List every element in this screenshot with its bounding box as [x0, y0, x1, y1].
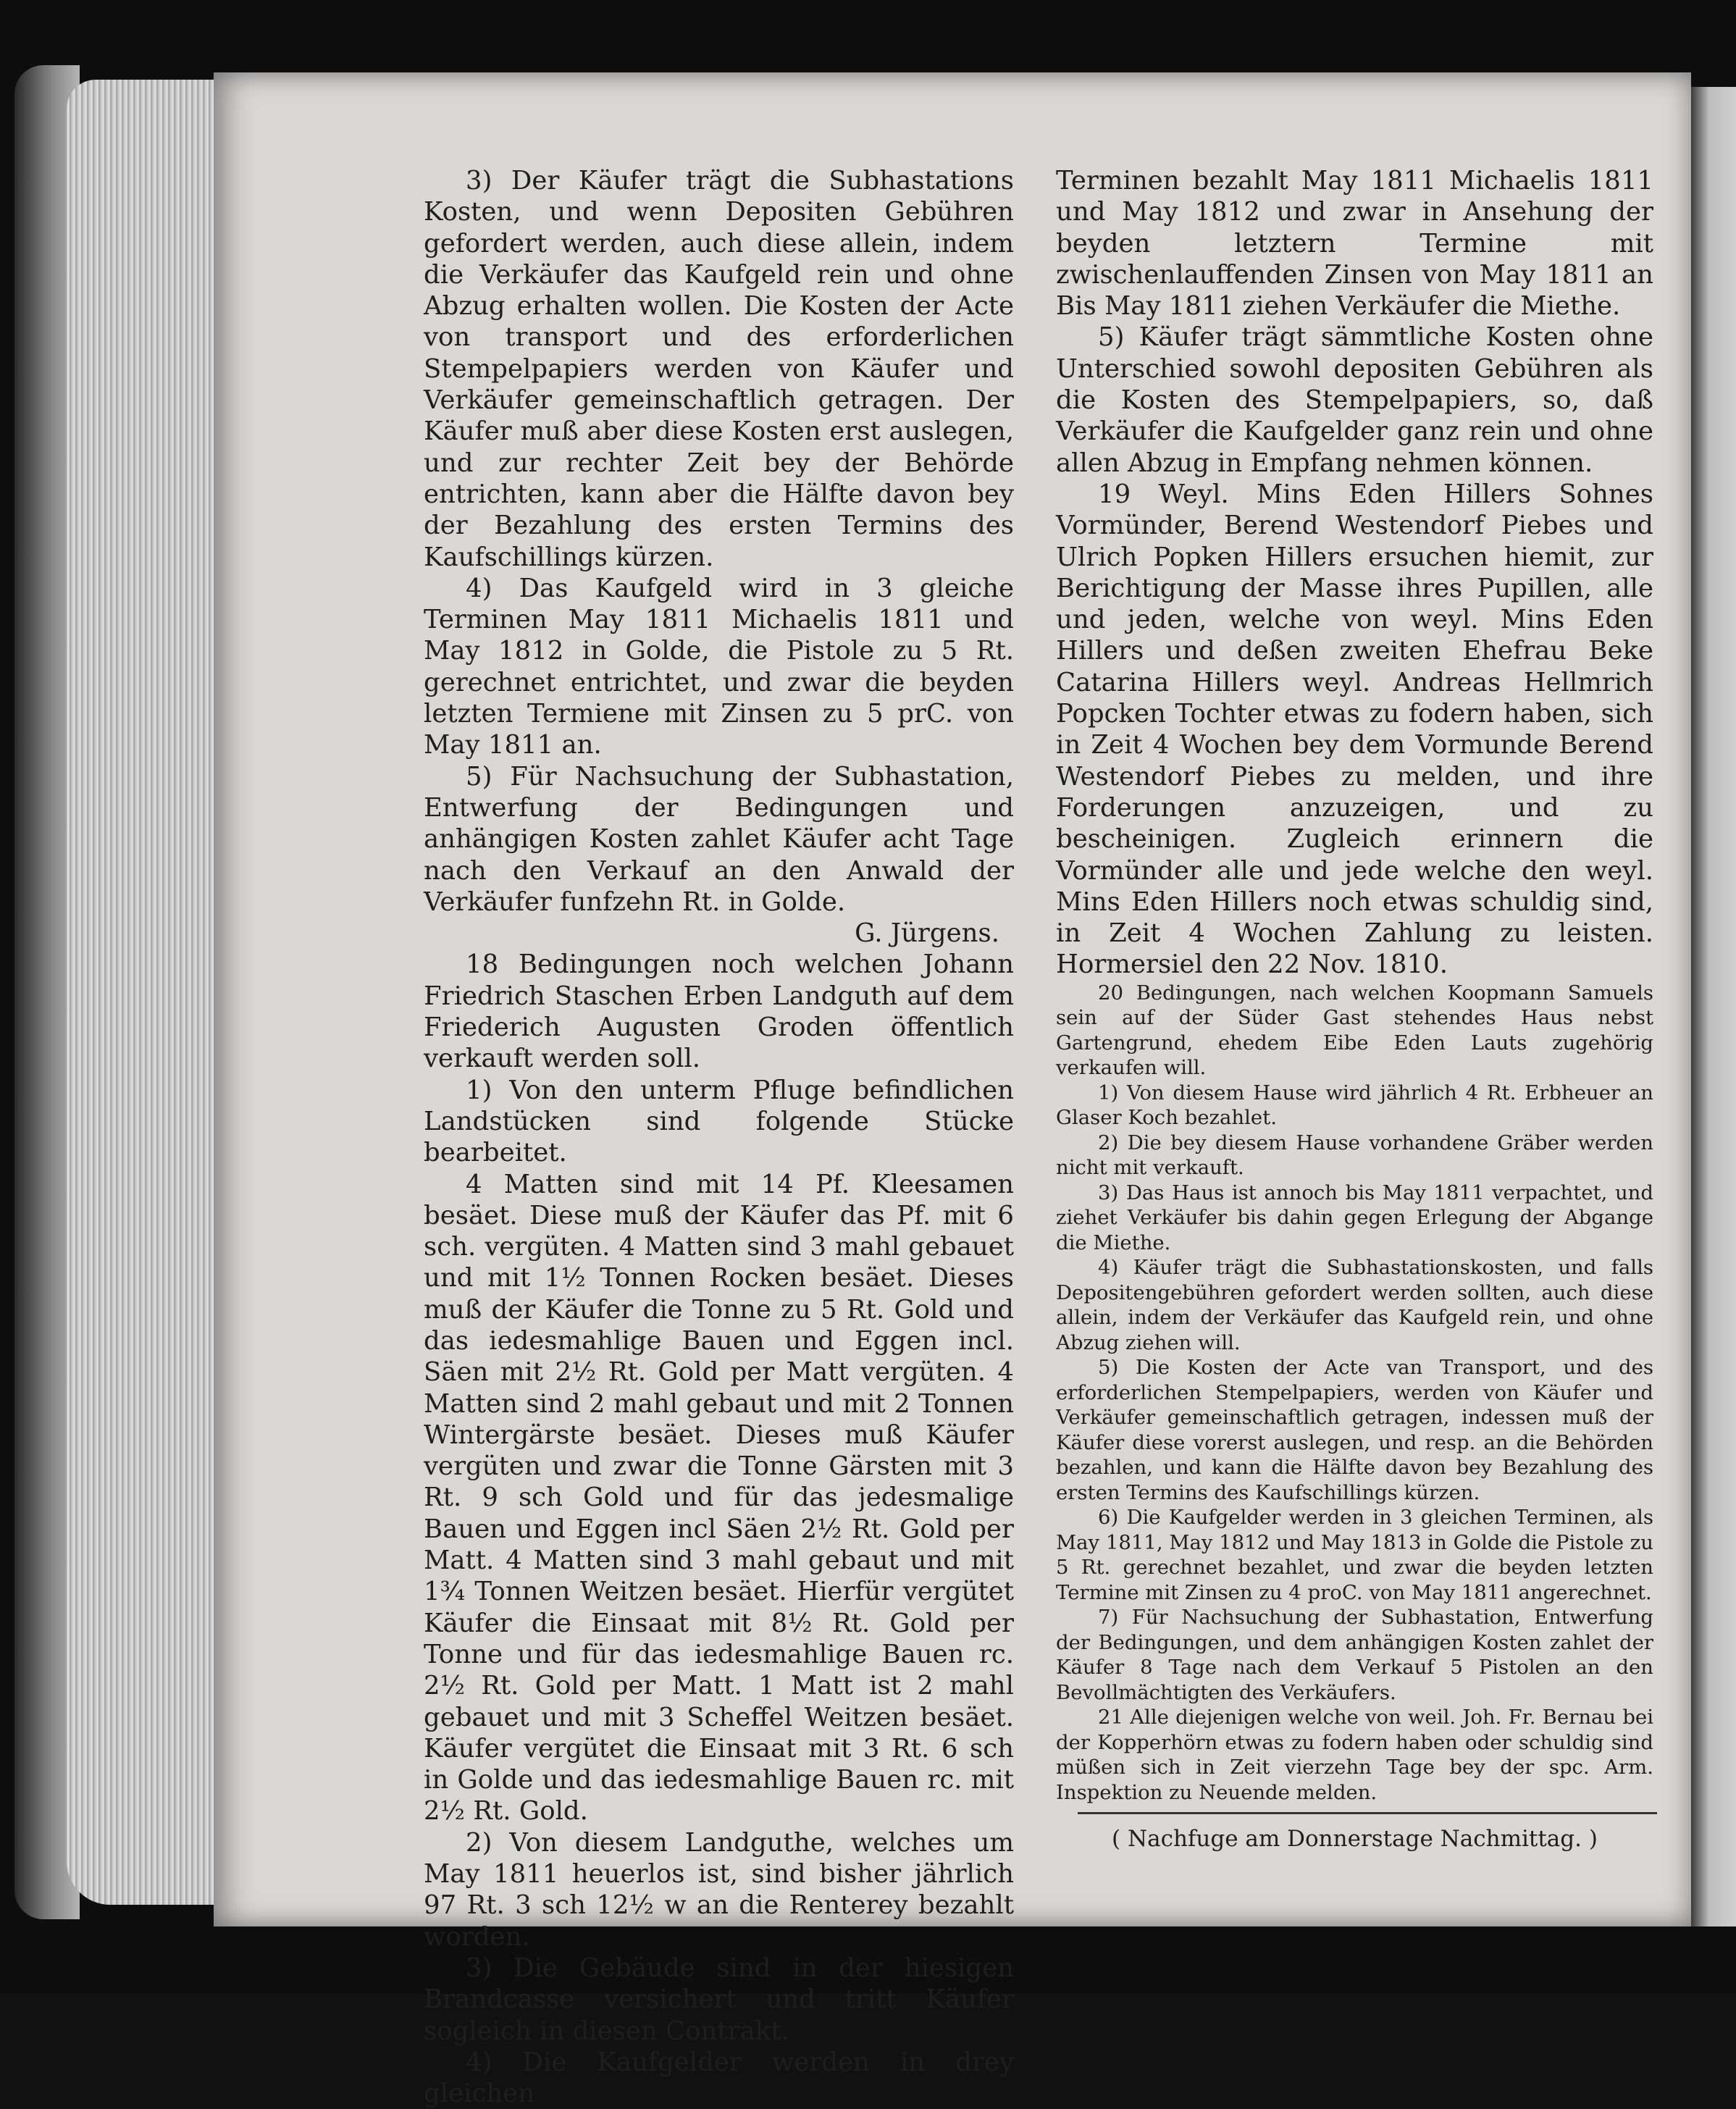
notice-18-item-1: 1) Von den unterm Pfluge befindlichen Landstücken sind folgende Stücke bearbeitet. — [424, 1075, 1014, 1168]
facing-page-edge — [1691, 87, 1736, 1926]
paragraph-3: 3) Der Käufer trägt die Subhastations Kosten, und wenn Depositen Gebühren gefordert werden, auch diese allein, indem die Verkäufer das Kaufgeld rein und ohne Abzug erhalten wollen. Die Kosten der Acte von transport und des erforderlichen Stempelpapiers werden von Käufer und Verkäufer gemeinschaftlich getragen. Der Käufer muß aber diese Kosten erst auslegen, und zur rechter Zeit bey der Behörde entrichten, kann aber die Hälfte davon bey der Bezahlung des ersten Termins des Kaufschillings kürzen. — [424, 166, 1014, 572]
notice-20-item-6: 6) Die Kaufgelder werden in 3 gleichen Terminen, als May 1811, May 1812 und May 1813 in Golde die Pistole zu 5 Rt. gerechnet bezahlet, und zwar die beyden letzten Termine mit Zinsen zu 4 proC. von May 1811 angerechnet. — [1056, 1506, 1653, 1604]
notice-20-item-5: 5) Die Kosten der Acte van Transport, und des erforderlichen Stempelpapiers, werden von Käufer und Verkäufer gemeinschaftlich getragen, indessen muß der Käufer diese vorerst auslegen, und resp. an die Behörden bezahlen, und kann die Hälfte davon bey Bezahlung des ersten Termins des Kaufschillings kürzen. — [1056, 1356, 1653, 1504]
paragraph-4: 4) Das Kaufgeld wird in 3 gleiche Terminen May 1811 Michaelis 1811 und May 1812 in Golde, die Pistole zu 5 Rt. gerechnet entrichtet, und zwar die beyden letzten Termiene mit Zinsen zu 5 prC. von May 1811 an. — [424, 573, 1014, 760]
paragraph-5: 5) Für Nachsuchung der Subhastation, Entwerfung der Bedingungen und anhängigen Kosten zahlet Käufer acht Tage nach den Verkauf an den Anwald der Verkäufer funfzehn Rt. in Golde. — [424, 761, 1014, 917]
page-edges — [67, 80, 219, 1905]
notice-20-item-4: 4) Käufer trägt die Subhastationskosten, und falls Depositengebühren gefordert werden sollten, auch diese allein, indem der Verkäufer das Kaufgeld rein, und ohne Abzug ziehen will. — [1056, 1256, 1653, 1354]
divider-rule — [1078, 1812, 1657, 1814]
notice-20-heading: 20 Bedingungen, nach welchen Koopmann Samuels sein auf der Süder Gast stehendes Haus nebst Gartengrund, ehedem Eibe Eden Lauts zugehörig verkaufen will. — [1056, 981, 1653, 1080]
notice-18-item-4-start: 4) Die Kaufgelder werden in drey gleichen — [424, 2047, 1014, 2109]
notice-20-item-3: 3) Das Haus ist annoch bis May 1811 verpachtet, und ziehet Verkäufer bis dahin gegen Erlegung der Abgange die Miethe. — [1056, 1181, 1653, 1254]
notice-18-matten: 4 Matten sind mit 14 Pf. Kleesamen besäet. Diese muß der Käufer das Pf. mit 6 sch. vergüten. 4 Matten sind 3 mahl gebauet und mit 1½ Tonnen Rocken besäet. Dieses muß der Käufer die Tonne zu 5 Rt. Gold und das iedesmahlige Bauen und Eggen incl. Säen mit 2½ Rt. Gold per Matt vergüten. 4 Matten sind 2 mahl gebaut und mit 2 Tonnen Wintergärste besäet. Dieses muß Käufer vergüten und zwar die Tonne Gärsten mit 3 Rt. 9 sch Gold und für das jedesmalige Bauen und Eggen incl Säen 2½ Rt. Gold per Matt. 4 Matten sind 3 mahl gebaut und mit 1¾ Tonnen Weitzen besäet. Hierfür vergütet Käufer die Einsaat mit 8½ Rt. Gold per Tonne und für das iedesmahlige Bauen rc. 2½ Rt. Gold per Matt. 1 Matt ist 2 mahl gebauet und mit 3 Scheffel Weitzen besäet. Käufer vergütet die Einsaat mit 3 Rt. 6 sch in Golde und das iedesmahlige Bauen rc. mit 2½ Rt. Gold. — [424, 1169, 1014, 1827]
notice-19: 19 Weyl. Mins Eden Hillers Sohnes Vormünder, Berend Westendorf Piebes und Ulrich Popken Hillers ersuchen hiemit, zur Berichtigung der Masse ihres Pupillen, alle und jeden, welche von weyl. Mins Eden Hillers und deßen zweiten Ehefrau Beke Catarina Hillers weyl. Andreas Hellmrich Popcken Tochter etwas zu fodern haben, sich in Zeit 4 Wochen bey dem Vormunde Berend Westendorf Piebes zu melden, und ihre Forderungen anzuzeigen, und zu bescheinigen. Zugleich erinnern die Vormünder alle und jede welche den weyl. Mins Eden Hillers noch etwas schuldig sind, in Zeit 4 Wochen Zahlung zu leisten. Hormersiel den 22 Nov. 1810. — [1056, 479, 1653, 980]
notice-18-item-2: 2) Von diesem Landguthe, welches um May 1811 heuerlos ist, sind bisher jährlich 97 Rt. 3 sch 12½ w an die Renterey bezahlt worden. — [424, 1827, 1014, 1952]
notice-20 — [1056, 981, 1653, 1806]
signature: G. Jürgens. — [855, 918, 999, 949]
notice-18-item-4-cont: Terminen bezahlt May 1811 Michaelis 1811 und May 1812 und zwar in Ansehung der beyden letztern Termine mit zwischenlauffenden Zinsen von May 1811 an Bis May 1811 ziehen Verkäufer die Miethe. — [1056, 166, 1653, 322]
notice-18-heading: 18 Bedingungen noch welchen Johann Friedrich Staschen Erben Landguth auf dem Friederich Augusten Groden öffentlich verkauft werden soll. — [424, 949, 1014, 1074]
right-column — [1056, 165, 1653, 1853]
notice-21: 21 Alle diejenigen welche von weil. Joh. Fr. Bernau bei der Kopperhörn etwas zu fodern haben oder schuldig sind müßen sich in Zeit vierzehn Tage bey der spc. Arm. Inspektion zu Neuende melden. — [1056, 1706, 1653, 1804]
left-column — [424, 165, 1014, 2109]
notice-18-item-3: 3) Die Gebäude sind in der hiesigen Brandcasse versichert und tritt Käufer sogleich in diesen Contrakt. — [424, 1953, 1014, 2046]
notice-20-item-2: 2) Die bey diesem Hause vorhandene Gräber werden nicht mit verkauft. — [1056, 1131, 1653, 1180]
notice-20-item-1: 1) Von diesem Hause wird jährlich 4 Rt. Erbheuer an Glaser Koch bezahlet. — [1056, 1081, 1653, 1130]
footer-note: ( Nachfuge am Donnerstage Nachmittag. ) — [1112, 1826, 1598, 1853]
notice-18-item-5: 5) Käufer trägt sämmtliche Kosten ohne Unterschied sowohl depositen Gebühren als die Kosten des Stempelpapiers, so, daß Verkäufer die Kaufgelder ganz rein und ohne allen Abzug in Empfang nehmen können. — [1056, 322, 1653, 478]
notice-20-item-7: 7) Für Nachsuchung der Subhastation, Entwerfung der Bedingungen, und dem anhängigen Kosten zahlet der Käufer 8 Tage nach dem Verkauf 5 Pistolen an den Bevollmächtigten des Verkäufers. — [1056, 1606, 1653, 1704]
